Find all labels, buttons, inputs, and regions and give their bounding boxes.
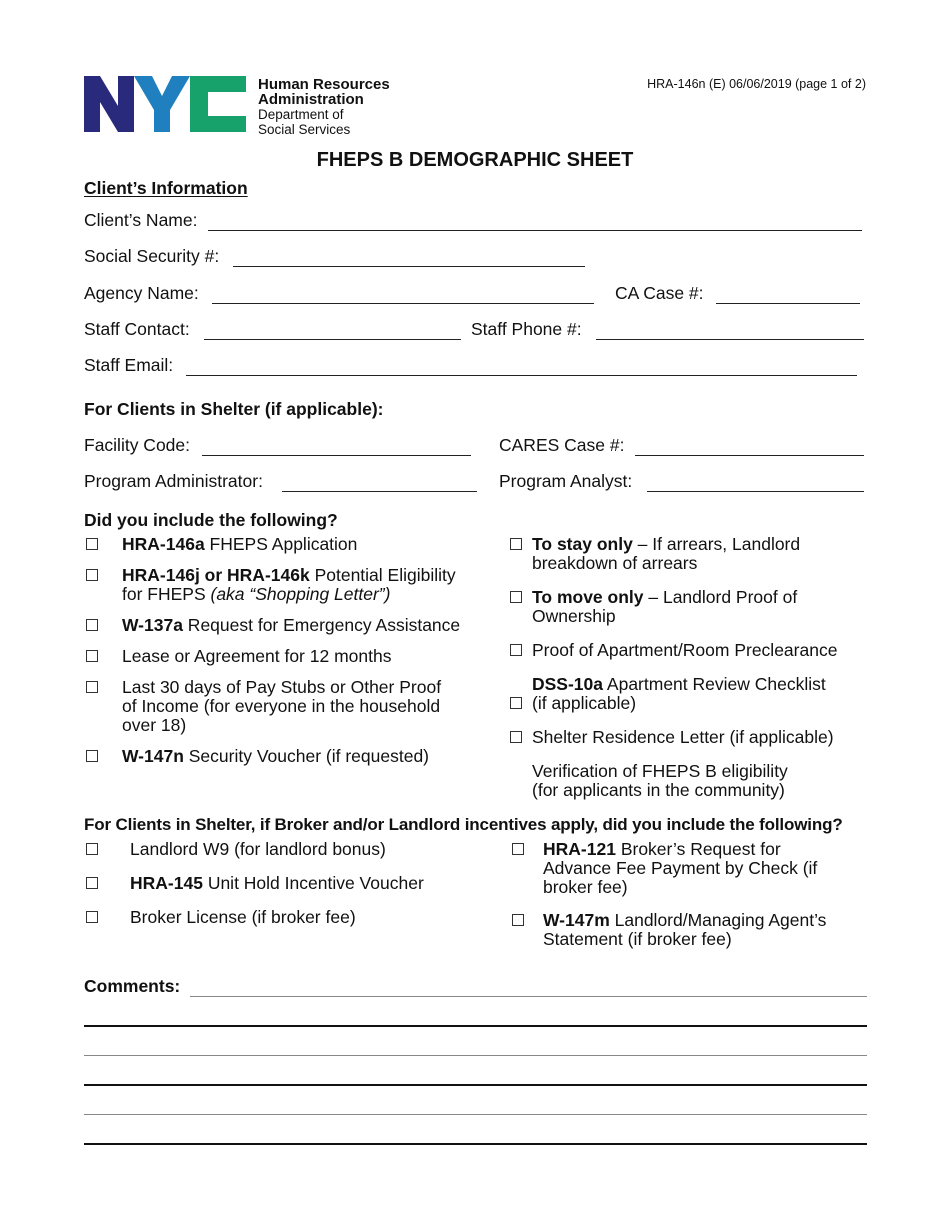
item-text: Unit Hold Incentive Voucher <box>202 873 424 893</box>
agency-line-1: Human Resources <box>258 76 390 93</box>
comments-line-1[interactable] <box>190 996 867 997</box>
item-text: Broker License (if broker fee) <box>130 907 356 927</box>
item-text-line2: Ownership <box>532 606 616 626</box>
item-text-line2: of Income (for everyone in the household <box>122 696 441 716</box>
checkbox-shelter-residence[interactable] <box>510 731 522 743</box>
checklist-item <box>122 535 357 554</box>
checkbox-landlord-w9[interactable] <box>86 843 98 855</box>
cares-case-field[interactable] <box>635 455 864 456</box>
checkbox-to-move-only[interactable] <box>510 591 522 603</box>
agency-name-field[interactable] <box>212 303 594 304</box>
item-text-line2: breakdown of arrears <box>532 553 698 573</box>
checklist-item <box>122 566 456 604</box>
item-text: Broker’s Request for <box>615 839 781 859</box>
staff-phone-field[interactable] <box>596 339 864 340</box>
item-text-italic: (aka “Shopping Letter”) <box>210 584 391 604</box>
item-text-line2: Advance Fee Payment by Check (if <box>543 858 818 878</box>
checklist-item <box>532 641 837 660</box>
item-text-line2: Statement (if broker fee) <box>543 929 732 949</box>
incentive-item <box>543 911 826 949</box>
item-text: – Landlord Proof of <box>643 587 798 607</box>
form-code: DSS-10a <box>532 674 604 694</box>
item-text-line2: for FHEPS <box>122 584 211 604</box>
form-id: HRA-146n (E) 06/06/2019 (page 1 of 2) <box>647 77 866 91</box>
item-text: FHEPS Application <box>204 534 358 554</box>
incentives-heading: For Clients in Shelter, if Broker and/or Landlord incentives apply, did you include the following? <box>84 815 843 834</box>
comments-label: Comments: <box>84 976 181 996</box>
checkbox-w-147n[interactable] <box>86 750 98 762</box>
item-text-line3: broker fee) <box>543 877 628 897</box>
checklist-item <box>122 678 441 735</box>
program-admin-field[interactable] <box>282 491 477 492</box>
item-text-line3: over 18) <box>122 715 187 735</box>
checkbox-w-137a[interactable] <box>86 619 98 631</box>
checklist-item <box>532 728 834 747</box>
cares-case-label: CARES Case #: <box>499 435 625 455</box>
ssn-label: Social Security #: <box>84 246 220 266</box>
staff-contact-field[interactable] <box>204 339 461 340</box>
comments-line-3[interactable] <box>84 1055 867 1056</box>
agency-line-2: Administration <box>258 91 364 108</box>
checklist-item <box>532 675 826 713</box>
form-code: HRA-146a <box>122 534 205 554</box>
staff-phone-label: Staff Phone #: <box>471 319 582 339</box>
item-text: Shelter Residence Letter (if applicable) <box>532 727 834 747</box>
comments-line-2[interactable] <box>84 1025 867 1027</box>
item-text: Landlord W9 (for landlord bonus) <box>130 839 386 859</box>
form-code: HRA-146j or HRA-146k <box>122 565 310 585</box>
program-admin-label: Program Administrator: <box>84 471 263 491</box>
agency-name <box>258 77 390 137</box>
checklist-item <box>532 588 797 626</box>
program-analyst-field[interactable] <box>647 491 864 492</box>
form-code: HRA-145 <box>130 873 203 893</box>
incentive-item <box>130 908 356 927</box>
checklist-item <box>122 747 429 766</box>
item-bold: To stay only <box>532 534 633 554</box>
checkbox-to-stay-only[interactable] <box>510 538 522 550</box>
staff-contact-label: Staff Contact: <box>84 319 190 339</box>
nyc-logo <box>84 76 250 132</box>
checklist-heading: Did you include the following? <box>84 510 338 530</box>
checkbox-hra-146a[interactable] <box>86 538 98 550</box>
incentive-item <box>130 874 424 893</box>
item-text: Last 30 days of Pay Stubs or Other Proof <box>122 677 442 697</box>
checkbox-hra-146j-146k[interactable] <box>86 569 98 581</box>
incentive-item <box>543 840 817 897</box>
facility-code-field[interactable] <box>202 455 471 456</box>
item-text: Lease or Agreement for 12 months <box>122 646 392 666</box>
form-code: W-147n <box>122 746 184 766</box>
ca-case-field[interactable] <box>716 303 860 304</box>
ca-case-label: CA Case #: <box>615 283 704 303</box>
item-text-line2: (if applicable) <box>532 693 637 713</box>
client-name-label: Client’s Name: <box>84 210 198 230</box>
checklist-item <box>122 616 460 635</box>
comments-line-4[interactable] <box>84 1084 867 1086</box>
nyc-logo-graphic <box>84 76 250 132</box>
facility-code-label: Facility Code: <box>84 435 191 455</box>
checkbox-preclearance[interactable] <box>510 644 522 656</box>
client-info-heading: Client’s Information <box>84 178 248 198</box>
item-text: Potential Eligibility <box>309 565 456 585</box>
comments-line-6[interactable] <box>84 1143 867 1145</box>
checkbox-hra-145[interactable] <box>86 877 98 889</box>
item-text: Verification of FHEPS B eligibility <box>532 761 788 781</box>
checklist-item <box>532 535 800 573</box>
item-text-line2: (for applicants in the community) <box>532 780 785 800</box>
ssn-field[interactable] <box>233 266 585 267</box>
item-text: Landlord/Managing Agent’s <box>609 910 827 930</box>
staff-email-field[interactable] <box>186 375 857 376</box>
checkbox-w-147m[interactable] <box>512 914 524 926</box>
logo-text <box>250 76 251 77</box>
checkbox-pay-stubs[interactable] <box>86 681 98 693</box>
checklist-item <box>532 762 788 800</box>
item-text: – If arrears, Landlord <box>632 534 801 554</box>
checkbox-broker-license[interactable] <box>86 911 98 923</box>
item-text: Request for Emergency Assistance <box>182 615 461 635</box>
agency-name-label: Agency Name: <box>84 283 199 303</box>
incentive-item <box>130 840 386 859</box>
form-code: W-147m <box>543 910 610 930</box>
page-title: FHEPS B DEMOGRAPHIC SHEET <box>316 149 634 171</box>
client-name-field[interactable] <box>208 230 862 231</box>
program-analyst-label: Program Analyst: <box>499 471 633 491</box>
item-bold: To move only <box>532 587 644 607</box>
dept-line-2: Social Services <box>258 122 351 137</box>
shelter-heading: For Clients in Shelter (if applicable): <box>84 399 384 419</box>
dept-line-1: Department of <box>258 107 344 122</box>
checkbox-lease[interactable] <box>86 650 98 662</box>
comments-line-5[interactable] <box>84 1114 867 1115</box>
item-text: Proof of Apartment/Room Preclearance <box>532 640 838 660</box>
item-text: Apartment Review Checklist <box>603 674 826 694</box>
checkbox-dss-10a[interactable] <box>510 697 522 709</box>
checklist-item <box>122 647 391 666</box>
form-code: HRA-121 <box>543 839 616 859</box>
item-text: Security Voucher (if requested) <box>183 746 430 766</box>
checkbox-hra-121[interactable] <box>512 843 524 855</box>
form-code: W-137a <box>122 615 183 635</box>
staff-email-label: Staff Email: <box>84 355 174 375</box>
